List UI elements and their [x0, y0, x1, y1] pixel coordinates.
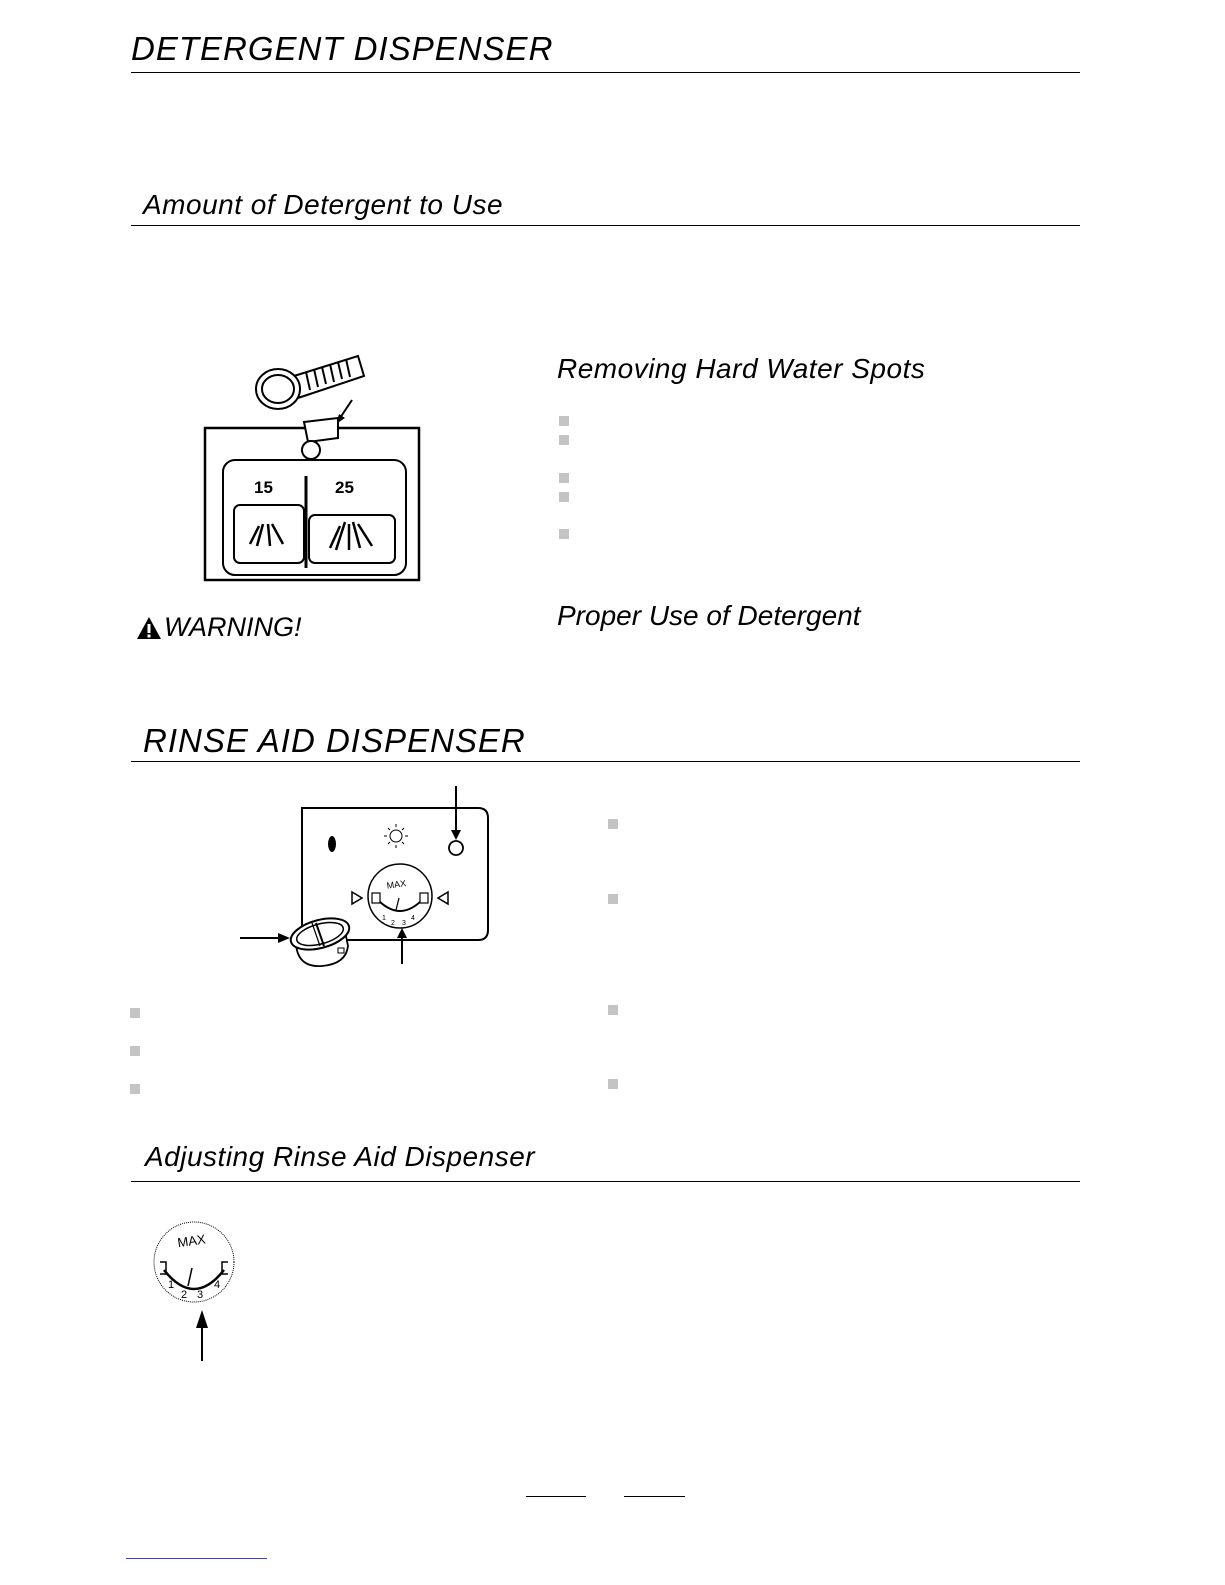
dial-setting-1: 1 — [168, 1279, 175, 1291]
list-bullet — [608, 1005, 618, 1015]
footer-link-underline — [126, 1558, 267, 1559]
list-bullet — [559, 492, 569, 502]
warning-text: WARNING! — [164, 612, 302, 642]
detergent-dispenser-illustration — [198, 352, 428, 584]
dial-setting-2: 2 — [181, 1289, 188, 1301]
list-bullet — [559, 473, 569, 483]
adjust-dial-max-label: MAX — [176, 1231, 207, 1251]
section-title-rinse-aid-dispenser: RINSE AID DISPENSER — [143, 722, 526, 759]
list-bullet — [130, 1046, 140, 1056]
section-title-detergent-dispenser: DETERGENT DISPENSER — [131, 30, 554, 67]
svg-text:1: 1 — [382, 915, 386, 922]
rinse-aid-cap-icon — [287, 913, 352, 966]
divider — [131, 72, 1080, 73]
list-bullet — [130, 1008, 140, 1018]
dispenser-label-25: 25 — [335, 478, 354, 497]
divider — [131, 1181, 1080, 1182]
list-bullet — [559, 529, 569, 539]
level-indicator-icon — [328, 836, 336, 852]
detergent-scoop-icon — [256, 356, 364, 409]
footer-rule — [624, 1496, 685, 1497]
list-bullet — [608, 1079, 618, 1089]
dial-max-label: MAX — [386, 878, 407, 891]
section-title-proper-use: Proper Use of Detergent — [557, 600, 861, 631]
footer-rule — [526, 1496, 586, 1497]
dial-setting-3: 3 — [197, 1289, 204, 1301]
list-bullet — [608, 894, 618, 904]
list-bullet — [608, 819, 618, 829]
svg-text:3: 3 — [402, 920, 406, 927]
dispenser-label-15: 15 — [254, 478, 273, 497]
warning-triangle-icon — [136, 616, 162, 640]
divider — [131, 225, 1080, 226]
warning-label — [136, 612, 302, 643]
svg-text:4: 4 — [411, 915, 415, 922]
rinse-aid-dispenser-illustration — [236, 786, 492, 968]
section-title-hard-water-spots: Removing Hard Water Spots — [557, 353, 926, 384]
rinse-aid-dial-illustration — [150, 1218, 250, 1364]
list-bullet — [130, 1084, 140, 1094]
list-bullet — [559, 416, 569, 426]
section-title-amount-of-detergent: Amount of Detergent to Use — [143, 189, 504, 220]
dial-setting-4: 4 — [214, 1279, 221, 1291]
divider — [131, 761, 1080, 762]
section-title-adjusting-rinse-aid: Adjusting Rinse Aid Dispenser — [145, 1141, 536, 1172]
svg-text:2: 2 — [391, 920, 395, 927]
list-bullet — [559, 435, 569, 445]
